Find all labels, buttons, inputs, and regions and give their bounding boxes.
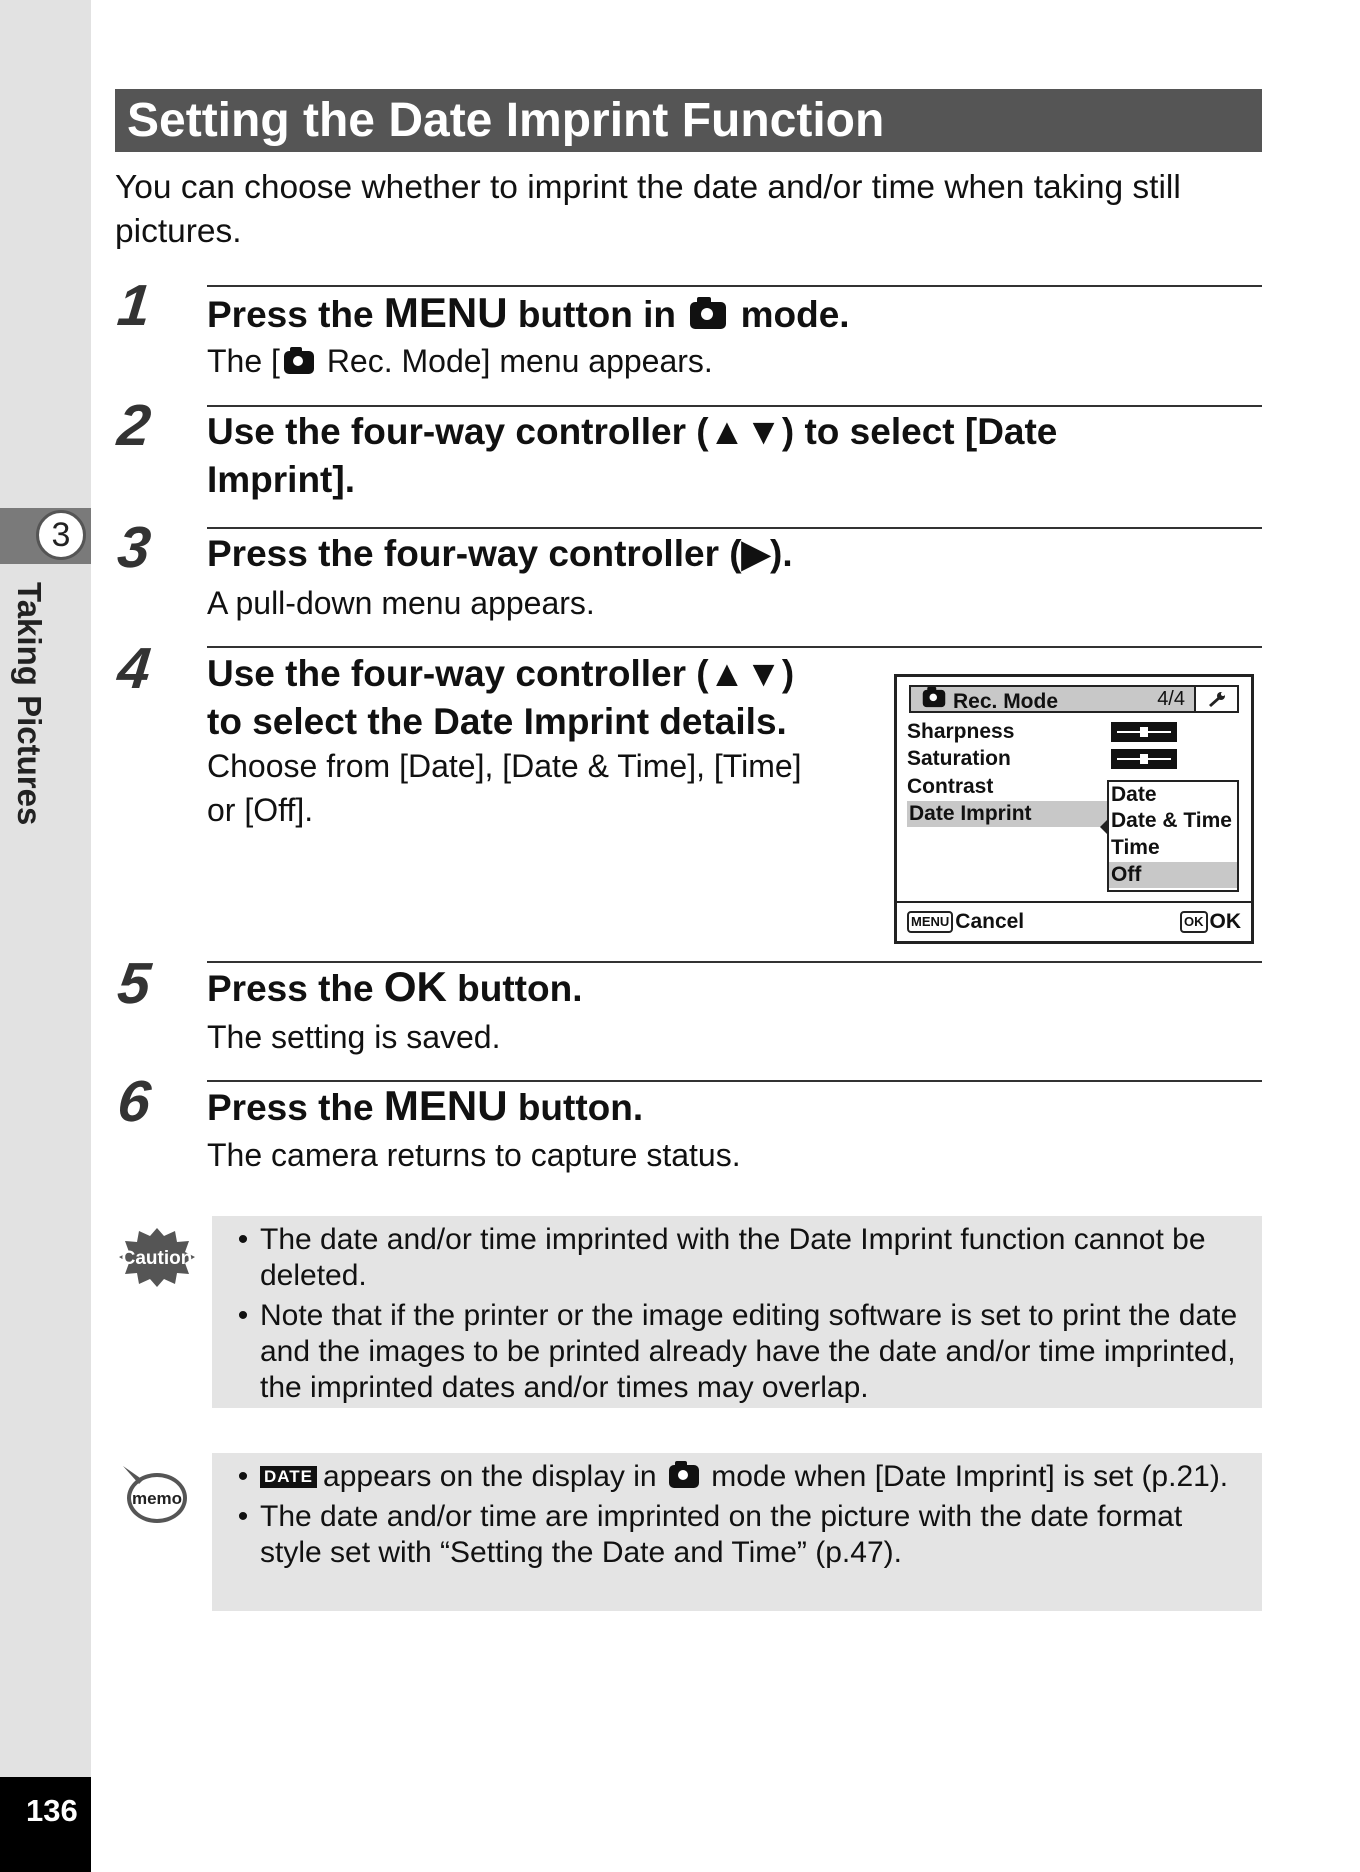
dropdown-option-time: Time	[1111, 836, 1160, 859]
page-title: Setting the Date Imprint Function	[115, 89, 1262, 152]
wrench-icon	[1194, 687, 1237, 711]
step-heading: Press the four-way controller (▶).	[207, 533, 793, 574]
date-imprint-dropdown	[1107, 780, 1239, 892]
menu-key-label: MENU	[383, 1082, 508, 1129]
intro-text: You can choose whether to imprint the date and/or time when taking still pictures.	[115, 169, 1181, 250]
chapter-title: Taking Pictures	[11, 582, 48, 826]
caution-item: • Note that if the printer or the image editing software is set to print the date and the images to be printed already have the date and/or time imprinted, the imprinted dates and/or times may overlap.	[237, 1299, 1238, 1404]
step-heading-line: Use the four-way controller (▲▼)	[207, 653, 795, 694]
camera-icon	[690, 302, 726, 329]
dropdown-option-off: Off	[1109, 862, 1237, 888]
caution-label: Caution	[121, 1248, 193, 1269]
caution-box	[212, 1216, 1262, 1408]
step-number: 1	[114, 273, 154, 338]
camera-icon	[284, 351, 314, 374]
memo-item: • The date and/or time are imprinted on the picture with the date format style set with “Setting the Date and Time” (p.47).	[237, 1500, 1183, 1569]
step-number: 4	[114, 636, 154, 701]
step-body: The setting is saved.	[207, 1019, 501, 1055]
left-arrow-icon	[1100, 820, 1107, 834]
memo-icon	[117, 1462, 197, 1526]
camera-icon	[669, 1465, 699, 1488]
step-heading-line: Imprint].	[207, 459, 355, 500]
step-number: 6	[114, 1069, 154, 1134]
date-imprint-badge: DATE	[260, 1466, 317, 1488]
step-body-line: or [Off].	[207, 792, 314, 828]
memo-box	[212, 1453, 1262, 1611]
cancel-hint: MENU Cancel	[907, 910, 1024, 934]
menu-key-label: MENU	[383, 289, 508, 336]
step-body-line: Choose from [Date], [Date & Time], [Time]	[207, 748, 802, 784]
memo-label: memo	[131, 1489, 183, 1508]
ok-key-label: OK	[383, 963, 447, 1010]
dropdown-option-date-time: Date & Time	[1111, 809, 1232, 832]
menu-row-contrast: Contrast	[907, 775, 994, 798]
divider	[207, 527, 1262, 529]
sharpness-slider	[1111, 722, 1177, 742]
step-body: The [ Rec. Mode] menu appears.	[207, 343, 713, 379]
saturation-slider	[1111, 749, 1177, 769]
caution-item: • The date and/or time imprinted with the Date Imprint function cannot be deleted.	[237, 1223, 1206, 1292]
ok-key-icon: OK	[1180, 911, 1208, 933]
divider	[207, 285, 1262, 287]
step-heading: Press the MENU button in mode.	[207, 289, 850, 336]
screen-page-indicator: 4/4	[1157, 688, 1185, 710]
step-body: The camera returns to capture status.	[207, 1137, 741, 1173]
camera-menu-screen	[894, 674, 1254, 944]
step-body: A pull-down menu appears.	[207, 585, 595, 621]
step-heading-line: to select the Date Imprint details.	[207, 701, 787, 742]
screen-footer	[897, 901, 1251, 943]
sidebar-strip	[0, 0, 91, 1872]
step-number: 5	[114, 951, 154, 1016]
menu-row-date-imprint: Date Imprint	[907, 801, 1107, 827]
menu-row-sharpness: Sharpness	[907, 720, 1015, 743]
menu-key-icon: MENU	[907, 911, 953, 933]
screen-tab-rec-mode: Rec. Mode	[911, 687, 1196, 711]
chapter-number: 3	[36, 510, 86, 560]
ok-hint: OK OK	[1180, 910, 1241, 934]
menu-row-saturation: Saturation	[907, 747, 1011, 770]
divider	[207, 405, 1262, 407]
dropdown-option-date: Date	[1111, 783, 1157, 806]
screen-header	[909, 685, 1239, 713]
step-heading: Press the MENU button.	[207, 1082, 644, 1129]
divider	[207, 646, 1262, 648]
caution-icon	[117, 1226, 197, 1288]
step-number: 2	[114, 393, 154, 458]
step-heading-line: Use the four-way controller (▲▼) to select [Date	[207, 411, 1058, 452]
memo-item: • DATE appears on the display in mode when [Date Imprint] is set (p.21).	[237, 1460, 1229, 1493]
page-number: 136	[0, 1777, 91, 1872]
step-number: 3	[114, 515, 154, 580]
camera-icon	[923, 690, 946, 707]
step-heading: Press the OK button.	[207, 963, 583, 1010]
